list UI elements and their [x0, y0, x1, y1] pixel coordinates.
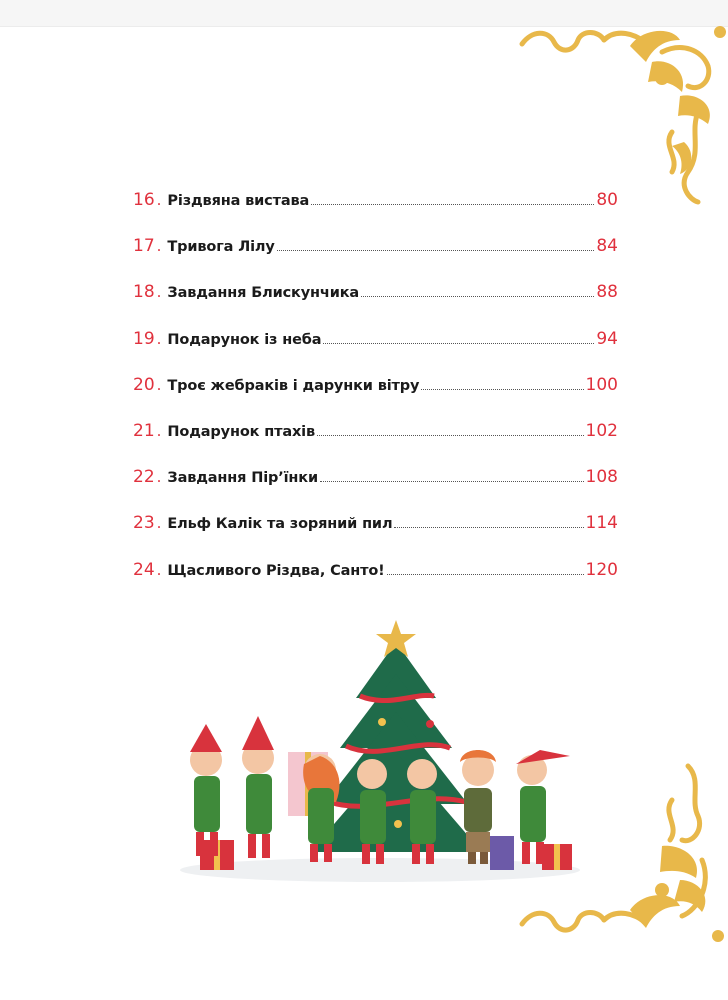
toc-entry-page: 120: [585, 560, 618, 580]
toc-entry-number: 16: [133, 190, 155, 210]
toc-entry[interactable]: [133, 190, 618, 220]
toc-entry-number: 18: [133, 282, 155, 302]
toc-entry-separator: .: [156, 422, 162, 440]
toc-entry-page: 100: [585, 375, 618, 395]
toc-entry[interactable]: [133, 421, 618, 451]
toc-entry-number: 20: [133, 375, 155, 395]
elf-figure-icon: [190, 724, 222, 856]
toc-entry-page: 84: [596, 236, 618, 256]
toc-entry-page: 88: [596, 282, 618, 302]
toc-entry-number: 24: [133, 560, 155, 580]
toc-entry-page: 102: [585, 421, 618, 441]
toc-dot-leader: [394, 526, 583, 528]
toc-entry-separator: .: [156, 330, 162, 348]
toc-entry-separator: .: [156, 237, 162, 255]
toc-entry[interactable]: [133, 513, 618, 543]
toc-entry-number: 19: [133, 329, 155, 349]
toc-entry-number: 17: [133, 236, 155, 256]
toc-entry-title: Ельф Калік та зоряний пил: [167, 516, 393, 532]
toc-entry-title: Подарунок птахів: [167, 424, 316, 440]
corner-ornament-bottom-icon: [512, 760, 728, 946]
toc-dot-leader: [317, 434, 584, 436]
toc-entry[interactable]: [133, 282, 618, 312]
corner-ornament-top-icon: [512, 22, 728, 208]
toc-entry-page: 108: [585, 467, 618, 487]
toc-entry-page: 80: [596, 190, 618, 210]
toc-entry-separator: .: [156, 283, 162, 301]
toc-entry-separator: .: [156, 514, 162, 532]
toc-entry-title: Тривога Лілу: [167, 239, 275, 255]
toc-dot-leader: [361, 295, 594, 297]
toc-dot-leader: [277, 249, 595, 251]
toc-entry-title: Подарунок із неба: [167, 332, 322, 348]
toc-entry-title: Різдвяна вистава: [167, 193, 310, 209]
toc-entry-separator: .: [156, 191, 162, 209]
christmas-tree-icon: [310, 620, 482, 852]
toc-dot-leader: [320, 480, 584, 482]
toc-entry-number: 22: [133, 467, 155, 487]
toc-entry-title: Щасливого Різдва, Санто!: [167, 563, 385, 579]
toc-dot-leader: [421, 388, 583, 390]
elf-figure-icon: [242, 716, 274, 858]
toc-entry-number: 23: [133, 513, 155, 533]
toc-entry-title: Завдання Блискунчика: [167, 285, 360, 301]
toc-entry[interactable]: [133, 375, 618, 405]
toc-entry-number: 21: [133, 421, 155, 441]
toc-entry-separator: .: [156, 376, 162, 394]
toc-dot-leader: [387, 573, 584, 575]
toc-dot-leader: [323, 342, 594, 344]
toc-entry[interactable]: [133, 467, 618, 497]
toc-entry-title: Троє жебраків і дарунки вітру: [167, 378, 420, 394]
toc-dot-leader: [311, 203, 594, 205]
toc-entry[interactable]: [133, 560, 618, 590]
toc-entry[interactable]: [133, 236, 618, 266]
toc-entry-page: 114: [585, 513, 618, 533]
toc-entry-page: 94: [596, 329, 618, 349]
toc-entry-separator: .: [156, 468, 162, 486]
toc-entry[interactable]: [133, 329, 618, 359]
toc-entry-title: Завдання Пір’їнки: [167, 470, 319, 486]
toc-entry-separator: .: [156, 561, 162, 579]
